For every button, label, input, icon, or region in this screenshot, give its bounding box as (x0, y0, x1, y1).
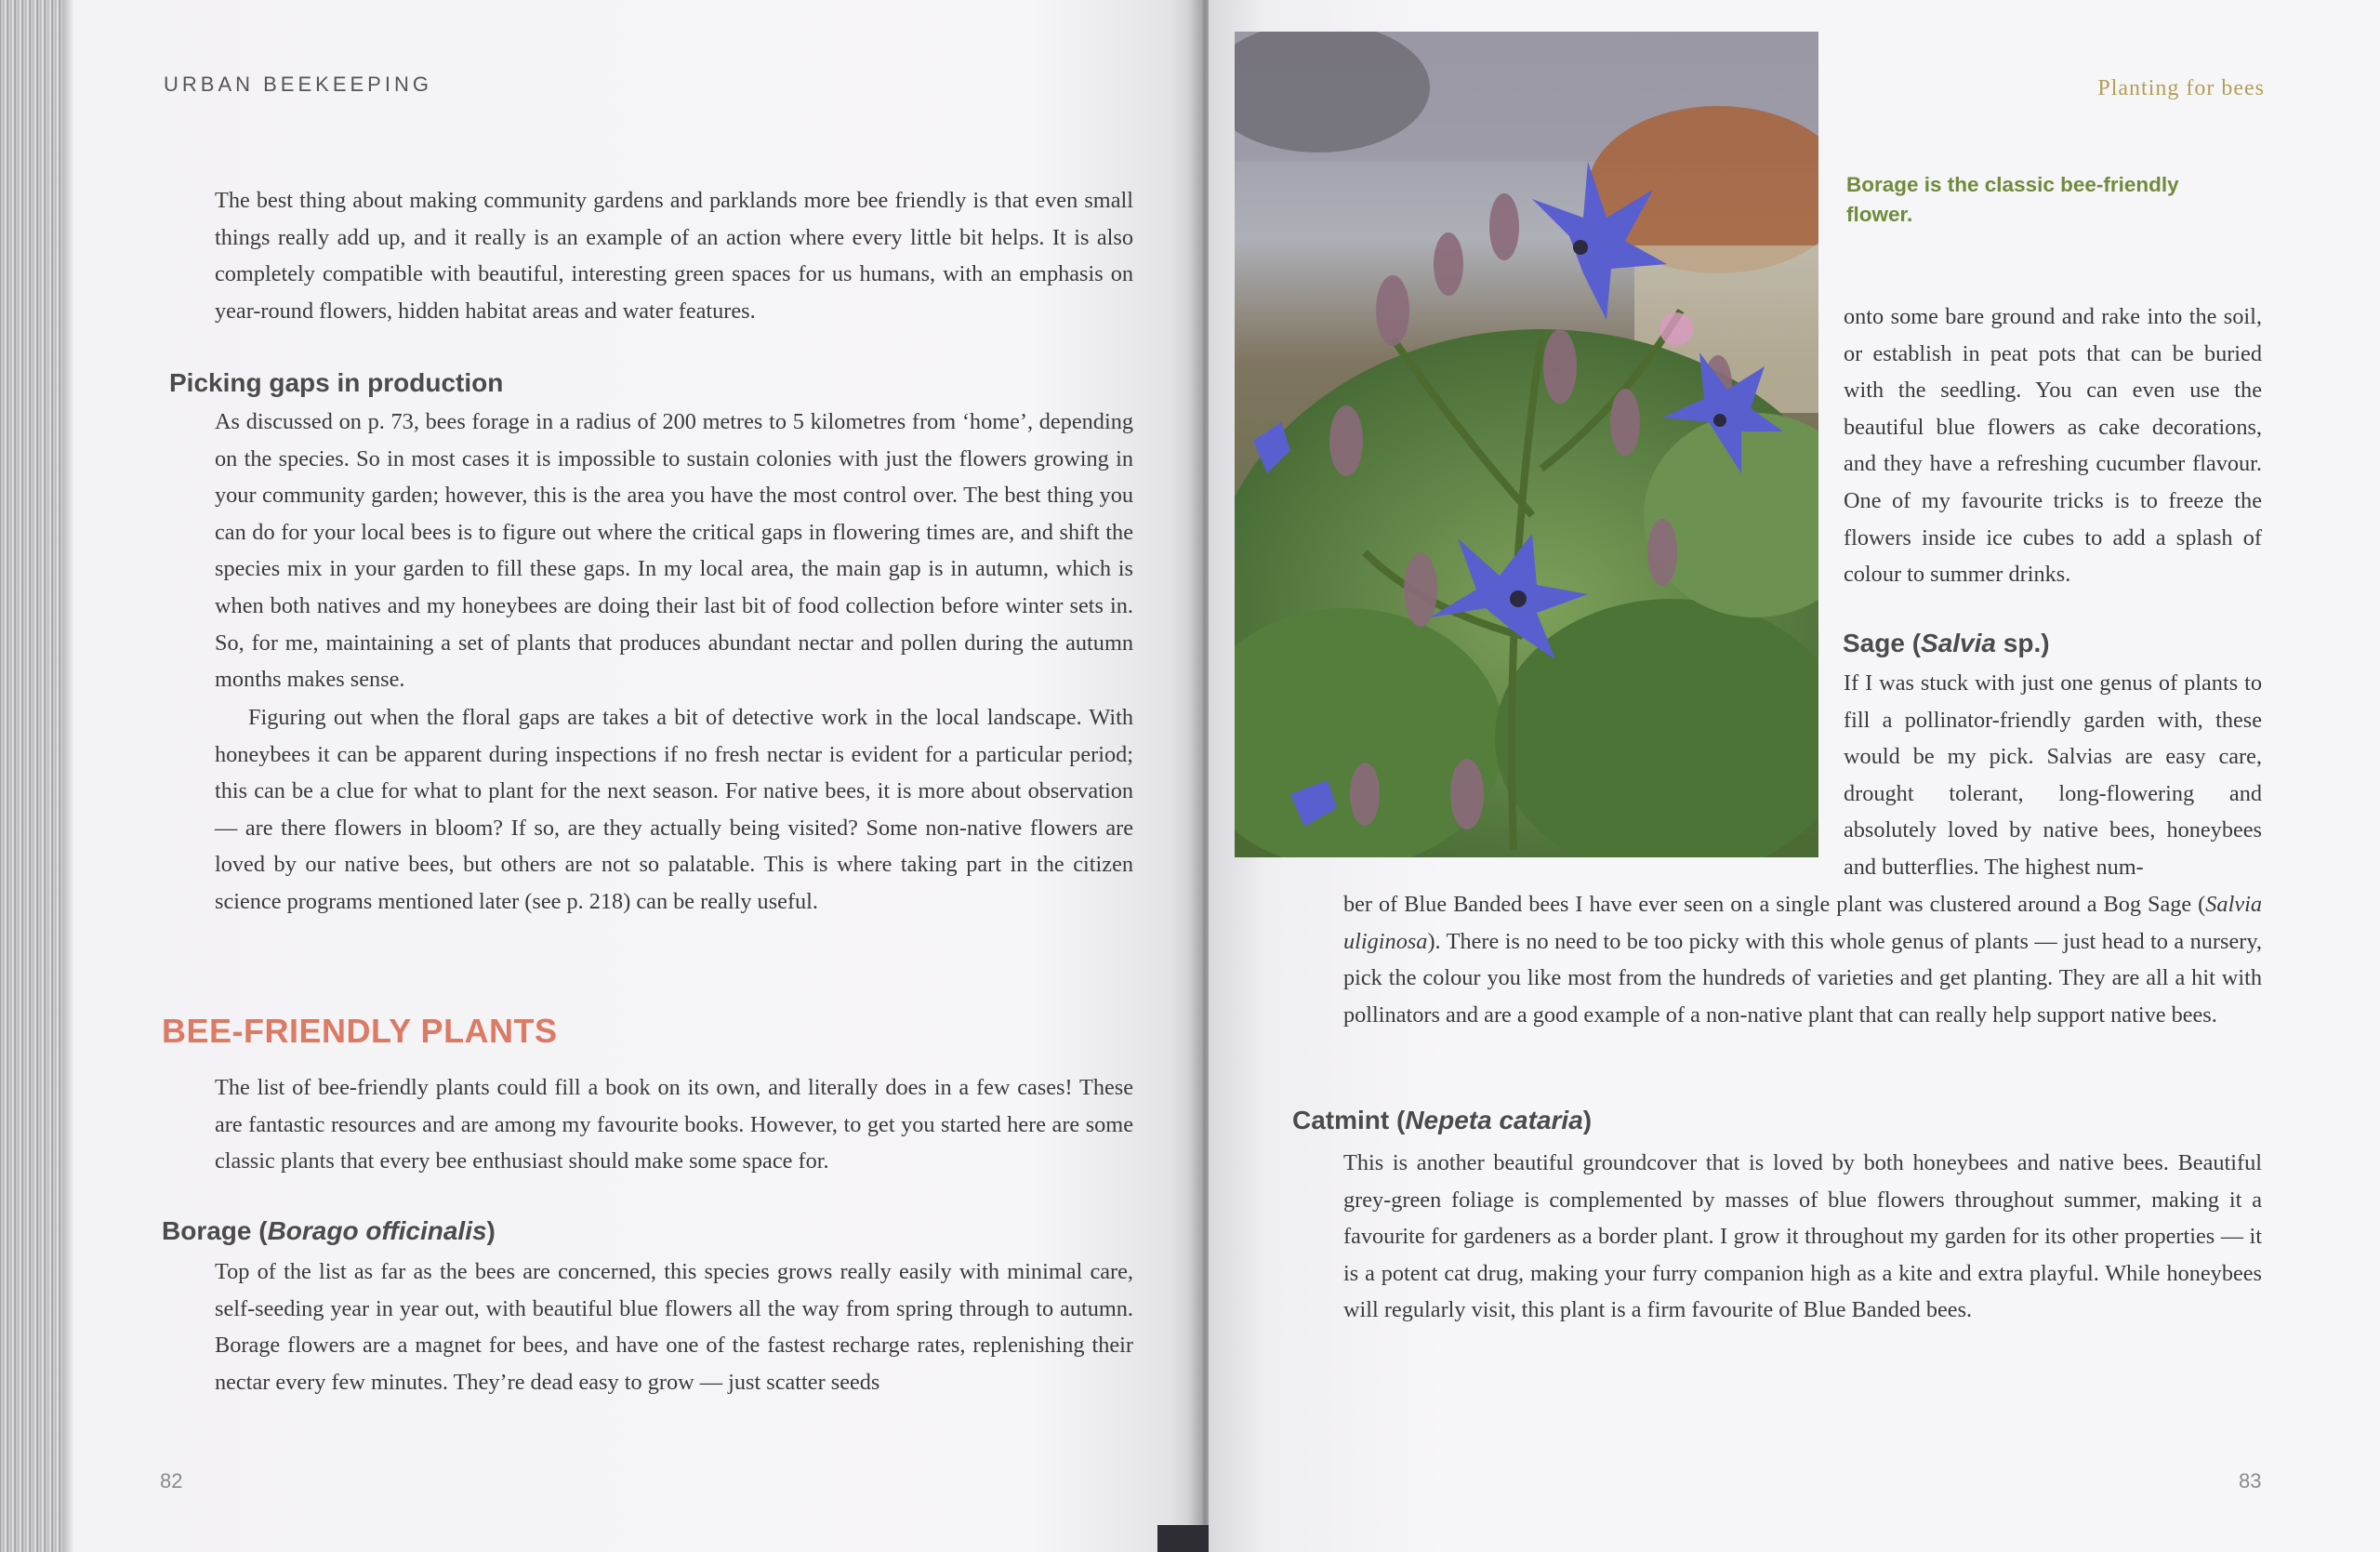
borage-paragraph: Top of the list as far as the bees are concerned, this species grows really easily with minimal care, self-seeding year in year out, with beautiful blue flowers all the way from spring through to autumn. Borage flowers are a magnet for bees, and have one of the fastest recharge rates, replenishing their nectar every few minutes. They’re dead easy to grow — just scatter seeds (215, 1259, 1133, 1395)
page-number-right: 83 (2239, 1469, 2262, 1492)
heading-picking-gaps: Picking gaps in production (169, 368, 504, 397)
heading-borage-suffix: ) (486, 1216, 496, 1245)
heading-catmint-latin: Nepeta cataria (1405, 1106, 1583, 1134)
sage-paragraph-wide-2: ). There is no need to be too picky with this whole genus of plants — just head to a nursery, pick the colour you like most from the hundreds of varieties and get planting. They are all a hit with pollinators and are a good example of a non-native plant that can really help support native bees. (1343, 928, 2262, 1028)
heading-sage-suffix: sp.) (1995, 629, 2050, 657)
heading-catmint-prefix: Catmint ( (1292, 1106, 1406, 1134)
book-page-edges (0, 0, 74, 1552)
heading-catmint (1292, 1106, 1592, 1135)
heading-borage-prefix: Borage ( (162, 1216, 268, 1245)
bee-friendly-paragraph: The list of bee-friendly plants could fill a book on its own, and literally does in a few cases! These are fantastic resources and are among my favourite books. However, to get you started here are some classic plants that every bee enthusiast should make some space for. (215, 1075, 1133, 1174)
photo-caption: Borage is the classic bee-friendly flower. (1846, 173, 2179, 226)
running-head-left: URBAN BEEKEEPING (164, 73, 432, 96)
picking-gaps-paragraph-1: As discussed on p. 73, bees forage in a radius of 200 metres to 5 kilometres from ‘home’, depending on the species. So in most cases it is impossible to sustain colonies with just the flowers growing in your community garden; however, this is the area you have the most control over. The best thing you can do for your local bees is to figure out where the critical gaps in flowering times are, and shift the species mix in your garden to fill these gaps. In my local area, the main gap is in autumn, which is when both natives and my honeybees are doing their last bit of food collection before winter sets in. So, for me, maintaining a set of plants that produces abundant nectar and pollen during the autumn months makes sense. (215, 409, 1133, 693)
catmint-paragraph: This is another beautiful groundcover that is loved by both honeybees and native bees. Beautiful grey-green foliage is complemented by masses of blue flowers throughout summer, making it a favourite for gardeners as a border plant. I grow it throughout my garden for its other properties — it is a potent cat drug, making your furry companion high as a kite and extra playful. While honeybees will regularly visit, this plant is a firm favourite of Blue Banded bees. (1343, 1150, 2262, 1323)
heading-sage-prefix: Sage ( (1843, 629, 1922, 657)
sage-latin-inline: Salvia uliginosa (1343, 892, 2262, 954)
heading-borage-latin: Borago officinalis (267, 1216, 487, 1245)
heading-sage-latin: Salvia (1921, 629, 1996, 657)
sage-paragraph-narrow: If I was stuck with just one genus of plants to fill a pollinator-friendly garden with, these would be my pick. Salvias are easy care, drought tolerant, long-flowering and absolutely loved by native bees, honeybees and butterflies. The highest num- (1844, 670, 2262, 880)
sage-paragraph-wide-1: ber of Blue Banded bees I have ever seen on a single plant was clustered around a Bog Sage ( (1343, 892, 2206, 917)
book-spine-base (1157, 1525, 1213, 1552)
borage-flower-photo (1235, 32, 1818, 857)
page-number-left: 82 (160, 1469, 183, 1492)
borage-continued-paragraph: onto some bare ground and rake into the soil, or establish in peat pots that can be buried with the seedling. You can even use the beautiful blue flowers as cake decorations, and they have a refreshing cucumber flavour. One of my favourite tricks is to freeze the flowers inside ice cubes to add a splash of colour to summer drinks. (1844, 304, 2262, 588)
running-head-right: Planting for bees (2097, 76, 2265, 100)
heading-sage (1843, 629, 2050, 658)
heading-borage (162, 1216, 496, 1246)
intro-paragraph: The best thing about making community gardens and parklands more bee friendly is that even small things really add up, and it really is an example of an action where every little bit helps. It is also completely compatible with beautiful, interesting green spaces for us humans, with an emphasis on year-round flowers, hidden habitat areas and water features. (215, 188, 1133, 324)
sage-paragraph-wide (1343, 886, 2262, 1033)
heading-catmint-suffix: ) (1582, 1106, 1593, 1134)
heading-bee-friendly-plants: BEE-FRIENDLY PLANTS (162, 1012, 558, 1050)
picking-gaps-paragraph-2: Figuring out when the floral gaps are takes a bit of detective work in the local landscape. With honeybees it can be apparent during inspections if no fresh nectar is evident for a particular period; this can be a clue for what to plant for the next season. For native bees, it is more about observation — are there flowers in bloom? If so, are they actually being visited? Some non-native flowers are loved by our native bees, but others are not so palatable. This is where taking part in the citizen science programs mentioned later (see p. 218) can be really useful. (215, 705, 1133, 914)
